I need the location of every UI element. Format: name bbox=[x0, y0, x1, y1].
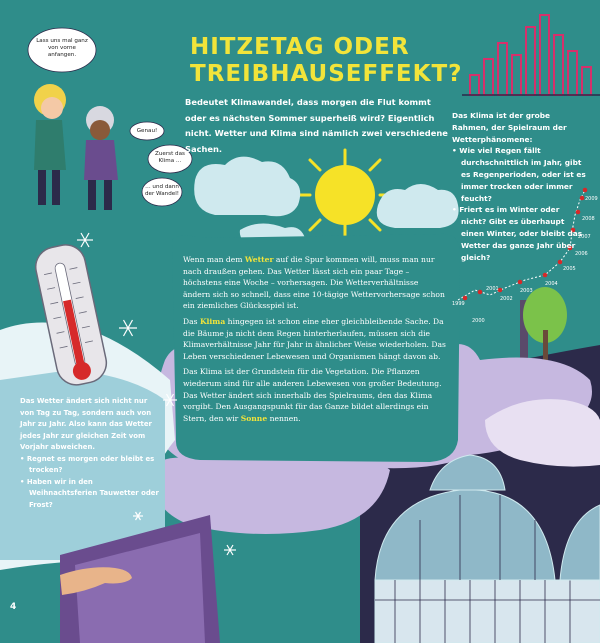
cloud-left-icon bbox=[194, 157, 305, 247]
page-number: 4 bbox=[10, 602, 17, 612]
page-title bbox=[190, 34, 490, 88]
list-item: • Regnet es morgen oder bleibt es trocken? bbox=[29, 454, 160, 477]
speech-bubble-1: Lass uns mal ganz von vorne anfangen. bbox=[36, 38, 88, 59]
paragraph-vegetation: Das Klima ist der Grundstein für die Vegetation. Die Pflanzen wiederum sind für alle anderen Lebewesen von großer Bedeutung. Das Wetter ändert sich innerhalb des Spielraums, den das Klima vorgibt. Den Ausgangspunkt für das Ganze bildet allerdings ein Stern, den wir Sonne nennen. bbox=[183, 367, 442, 423]
list-item: • Friert es im Winter oder nicht? Gibt es überhaupt einen Winter, oder bleibt das Wetter das ganze Jahr über gleich? bbox=[461, 204, 587, 263]
bar-mark bbox=[526, 27, 535, 95]
cloud-right-icon bbox=[377, 184, 459, 228]
year-label: 2000 bbox=[472, 318, 485, 324]
list-item: • Wie viel Regen fällt durchschnittlich im Jahr, gibt es Regenperioden, oder ist es immer trocken oder immer feucht? bbox=[461, 145, 587, 204]
year-label: 2003 bbox=[520, 288, 533, 294]
year-label: 2004 bbox=[545, 281, 558, 287]
year-label: 1999 bbox=[452, 301, 465, 307]
climate-sidebar-list bbox=[452, 145, 587, 263]
speech-bubble-4: … und dann der Wandel! bbox=[144, 184, 179, 198]
year-label: 2008 bbox=[582, 216, 595, 222]
bar-mark bbox=[582, 67, 591, 95]
title-line-1: HITZETAG ODER bbox=[190, 34, 410, 60]
main-article bbox=[183, 254, 448, 428]
bar-mark bbox=[568, 51, 577, 95]
speech-bubble-2: Genau! bbox=[136, 128, 158, 134]
climate-sidebar-lead: Das Klima ist der grobe Rahmen, der Spielraum der Wetterphänomene: bbox=[452, 111, 567, 144]
weather-sidebar-lead: Das Wetter ändert sich nicht nur von Tag zu Tag, sondern auch von Jahr zu Jahr. Also kann das Wetter jedes Jahr zur gleichen Zeit vom Vorjahr abweichen. bbox=[20, 397, 152, 451]
year-label: 2005 bbox=[563, 266, 576, 272]
keyword-sun: Sonne bbox=[240, 413, 268, 423]
climate-sidebar bbox=[452, 110, 587, 263]
bar-mark bbox=[540, 15, 549, 95]
year-label: 2009 bbox=[585, 196, 598, 202]
paragraph-climate: Das Klima hingegen ist schon eine eher gleichbleibende Sache. Da die Bäume ja nicht dem Regen hinterherlaufen, müssen sich die Klimaverhältnisse Jahr für Jahr in ähnlicher Weise wiederholen. Das Leben verschiedener Lebewesen und Organismen hängt davon ab. bbox=[183, 316, 446, 361]
children-characters bbox=[34, 84, 118, 210]
bar-mark bbox=[512, 55, 521, 95]
keyword-weather: Wetter bbox=[244, 255, 274, 264]
intro-text: Bedeutet Klimawandel, dass morgen die Flut kommt oder es nächsten Sommer superheiß wird? Eigentlich nicht. Wetter und Klima sind nämlich zwei verschiedene Sachen. bbox=[185, 97, 448, 154]
weather-sidebar bbox=[20, 396, 160, 511]
title-line-2: TREIBHAUSEFFEKT? bbox=[190, 61, 463, 87]
bar-mark bbox=[498, 43, 507, 95]
bar-mark bbox=[554, 35, 563, 95]
paragraph-weather: Wenn man dem Wetter auf die Spur kommen will, muss man nur nach draußen gehen. Das Wetter lässt sich ein paar Tage – höchstens eine Woche – vorhersagen. Die Wetterverhältnisse ändern sich so schnell, dass eine 10-tägige Wettervorhersage schon ein ziemliches Glücksspiel ist. bbox=[183, 255, 445, 311]
year-label: 2007 bbox=[578, 234, 591, 240]
speech-bubble-3: Zuerst das Klima … bbox=[155, 151, 185, 165]
weather-sidebar-list bbox=[20, 454, 160, 512]
sun-icon bbox=[296, 150, 394, 240]
year-label: 2002 bbox=[500, 296, 513, 302]
year-label: 2006 bbox=[575, 251, 588, 257]
keyword-climate: Klima bbox=[199, 316, 226, 326]
year-label: 2001 bbox=[486, 286, 499, 292]
list-item: • Haben wir in den Weihnachtsferien Tauwetter oder Frost? bbox=[29, 477, 160, 512]
